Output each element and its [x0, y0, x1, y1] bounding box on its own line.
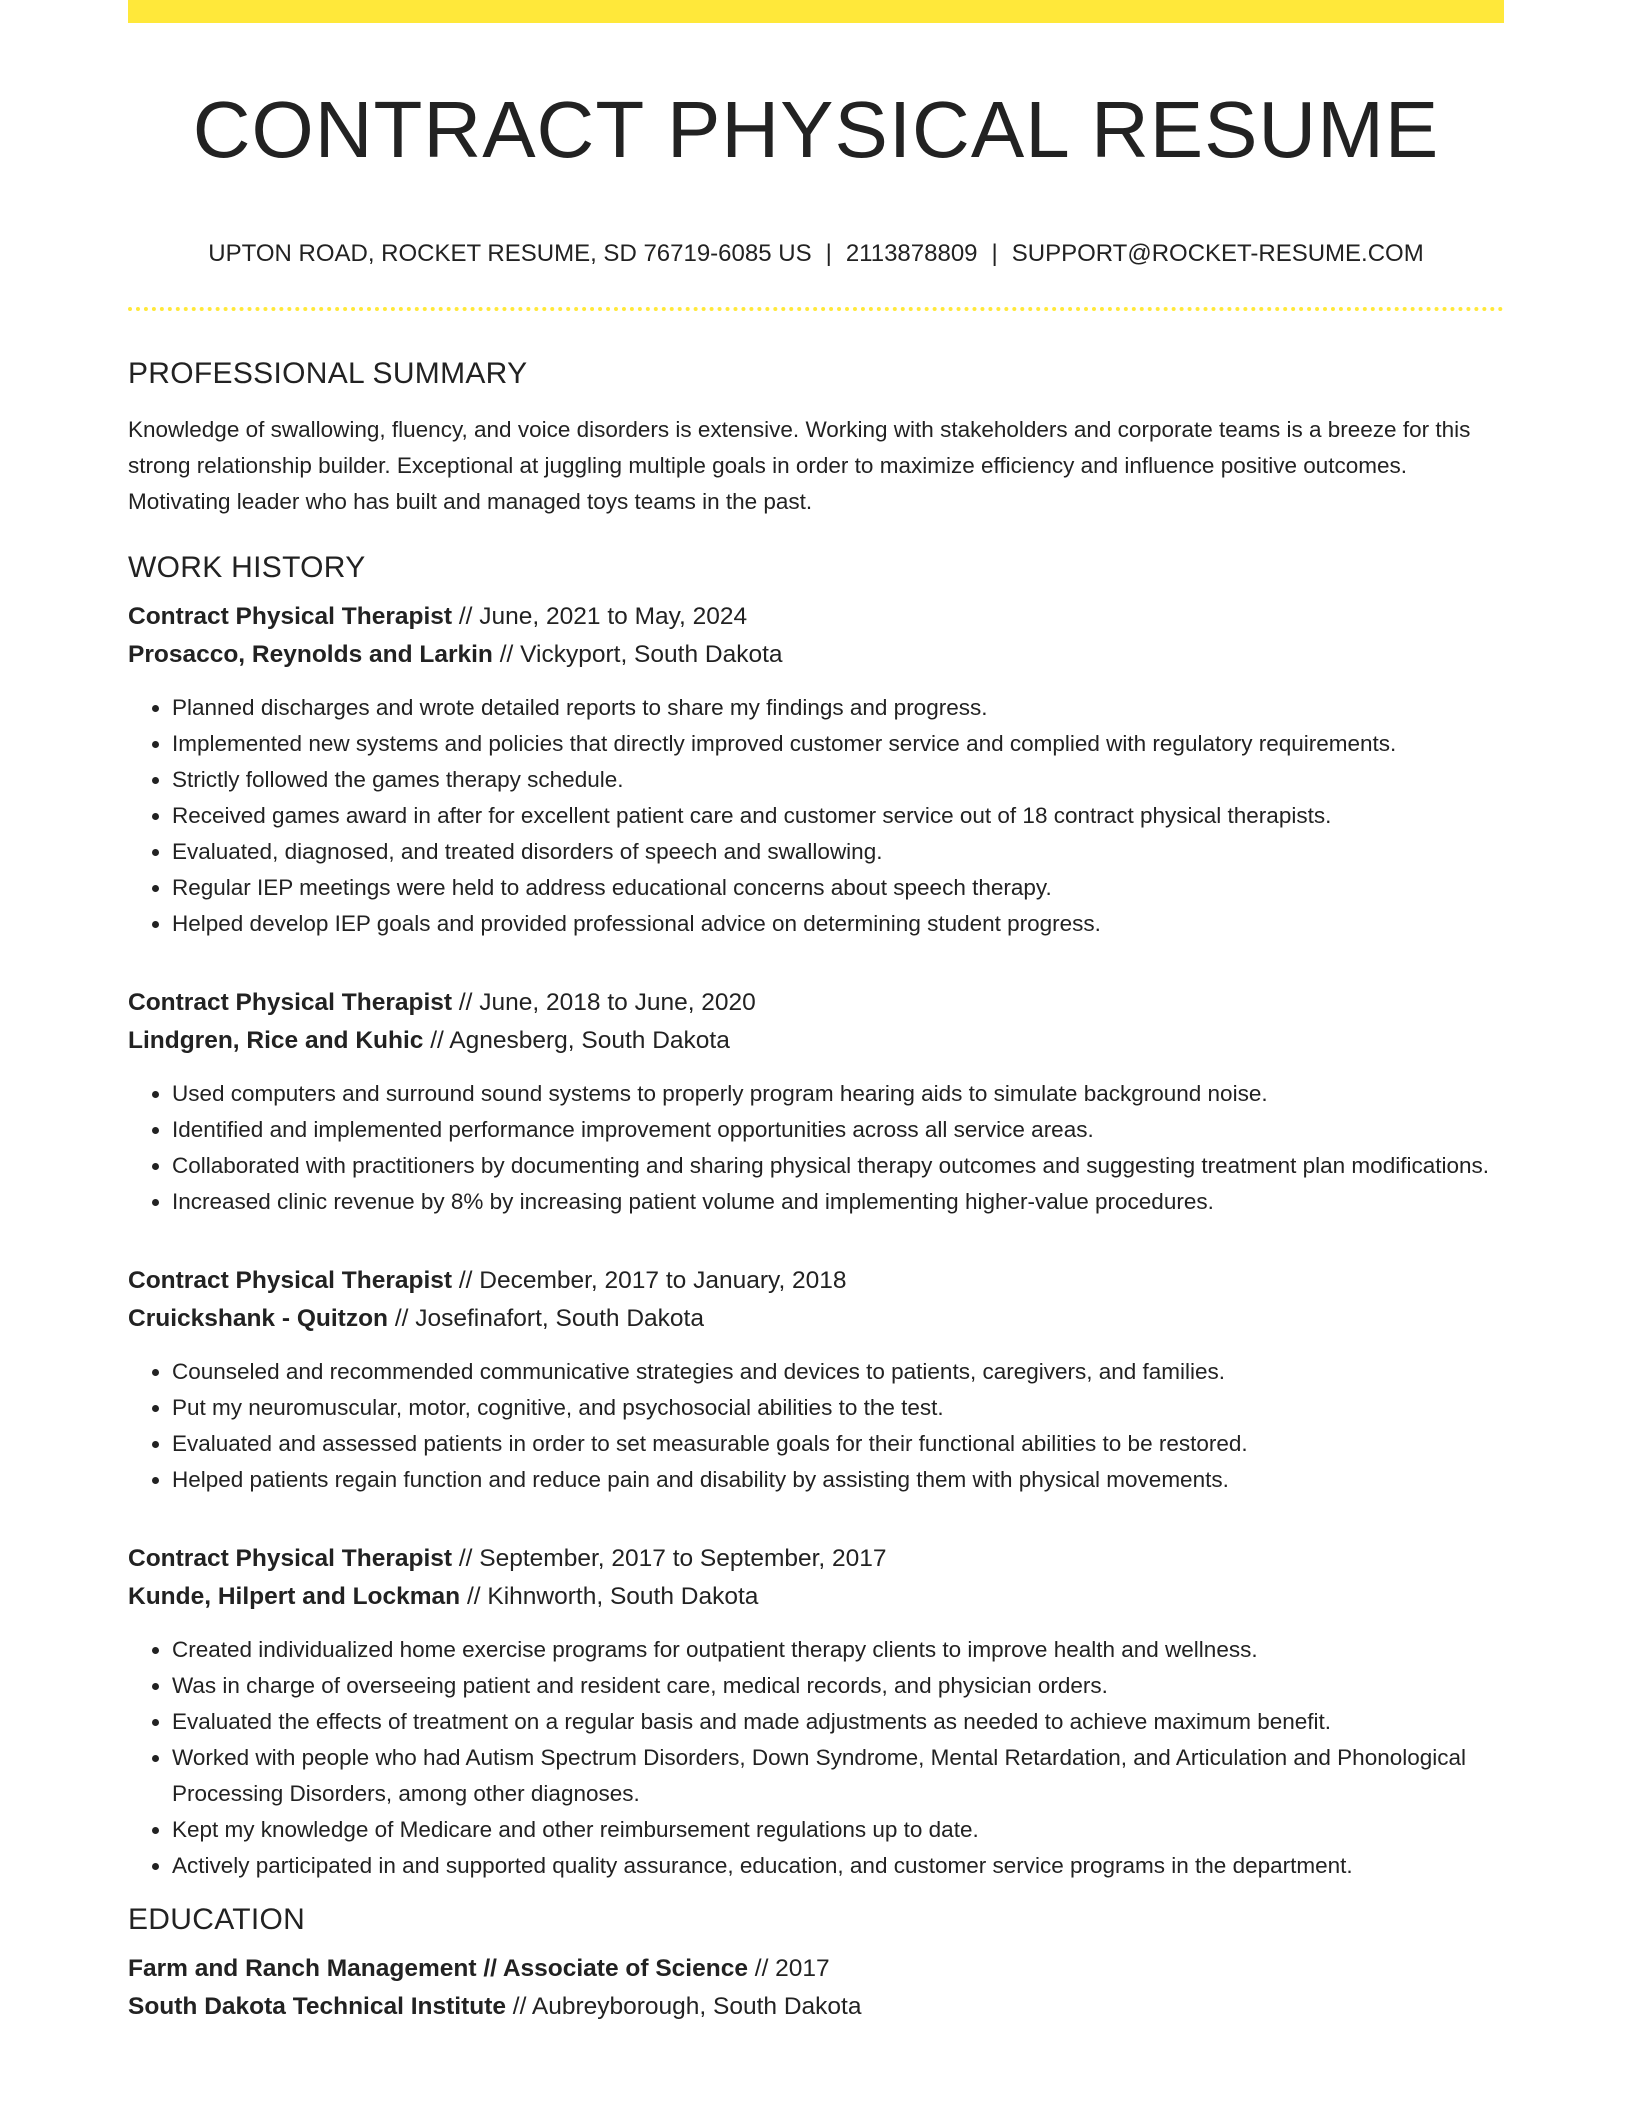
job-bullet: • Received games award in after for excellent patient care and customer service out of 18 contract physical therapists.: [172, 798, 1504, 834]
job-spacer: [128, 1220, 1504, 1254]
job-company: Cruickshank - Quitzon: [128, 1305, 389, 1332]
job-title: Contract Physical Therapist: [128, 1545, 453, 1572]
job-location: // Josefinafort, South Dakota: [388, 1305, 704, 1332]
job-spacer: [128, 942, 1504, 976]
education-school: South Dakota Technical Institute: [128, 1993, 506, 2020]
job-title-line: [128, 1540, 1504, 1578]
job-title-line: [128, 1262, 1504, 1300]
job-dates: // June, 2021 to May, 2024: [452, 603, 748, 630]
job-company-line: [128, 1578, 1504, 1616]
job-location: // Agnesberg, South Dakota: [423, 1027, 730, 1054]
job-title: Contract Physical Therapist: [128, 1267, 453, 1294]
contact-separator: |: [825, 240, 832, 267]
job-list: [128, 598, 1504, 1884]
job-bullet: • Counseled and recommended communicative strategies and devices to patients, caregivers, and families.: [172, 1354, 1504, 1390]
work-history-heading: WORK HISTORY: [128, 551, 366, 584]
job-entry: [128, 1540, 1504, 1884]
job-bullet: • Helped develop IEP goals and provided professional advice on determining student progress.: [172, 906, 1504, 942]
job-dates: // June, 2018 to June, 2020: [452, 989, 756, 1016]
job-bullet-list: [128, 1632, 1504, 1884]
contact-email: SUPPORT@ROCKET-RESUME.COM: [1011, 240, 1424, 267]
job-bullet: • Created individualized home exercise programs for outpatient therapy clients to improve health and wellness.: [172, 1632, 1504, 1668]
job-title: Contract Physical Therapist: [128, 989, 453, 1016]
job-company-line: [128, 1300, 1504, 1338]
job-title-line: [128, 598, 1504, 636]
job-bullet: • Evaluated the effects of treatment on a regular basis and made adjustments as needed to achieve maximum benefit.: [172, 1704, 1504, 1740]
contact-line: [128, 236, 1504, 272]
summary-heading: PROFESSIONAL SUMMARY: [128, 357, 528, 390]
job-entry: [128, 984, 1504, 1220]
job-bullet: • Evaluated, diagnosed, and treated disorders of speech and swallowing.: [172, 834, 1504, 870]
job-bullet: • Implemented new systems and policies that directly improved customer service and complied with regulatory requirements.: [172, 726, 1504, 762]
job-location: // Kihnworth, South Dakota: [460, 1583, 759, 1610]
job-bullet: • Planned discharges and wrote detailed reports to share my findings and progress.: [172, 690, 1504, 726]
job-location: // Vickyport, South Dakota: [492, 641, 783, 668]
job-bullet: • Collaborated with practitioners by documenting and sharing physical therapy outcomes and suggesting treatment plan modifications.: [172, 1148, 1504, 1184]
job-dates: // September, 2017 to September, 2017: [452, 1545, 887, 1572]
job-bullet: • Increased clinic revenue by 8% by increasing patient volume and implementing higher-value procedures.: [172, 1184, 1504, 1220]
education-entry: [128, 1950, 1504, 2026]
job-company: Kunde, Hilpert and Lockman: [128, 1583, 461, 1610]
job-bullet: • Identified and implemented performance improvement opportunities across all service areas.: [172, 1112, 1504, 1148]
job-bullet: • Was in charge of overseeing patient and resident care, medical records, and physician orders.: [172, 1668, 1504, 1704]
job-company-line: [128, 636, 1504, 674]
job-spacer: [128, 1498, 1504, 1532]
education-year: // 2017: [747, 1955, 830, 1982]
dotted-divider: [128, 307, 1504, 311]
summary-text: Knowledge of swallowing, fluency, and voice disorders is extensive. Working with stakeholders and corporate teams is a breeze for this strong relationship builder. Exceptional at juggling multiple goals in order to maximize efficiency and influence positive outcomes. Motivating leader who has built and managed toys teams in the past.: [128, 417, 1471, 514]
job-bullet-list: [128, 1076, 1504, 1220]
accent-bar: [128, 0, 1504, 23]
job-bullet: • Evaluated and assessed patients in order to set measurable goals for their functional abilities to be restored.: [172, 1426, 1504, 1462]
contact-phone: 2113878809: [845, 240, 978, 267]
education-heading: EDUCATION: [128, 1903, 306, 1936]
job-bullet: • Regular IEP meetings were held to address educational concerns about speech therapy.: [172, 870, 1504, 906]
job-company: Prosacco, Reynolds and Larkin: [128, 641, 493, 668]
education-degree: Farm and Ranch Management // Associate of Science: [128, 1955, 748, 1982]
job-company: Lindgren, Rice and Kuhic: [128, 1027, 424, 1054]
job-dates: // December, 2017 to January, 2018: [452, 1267, 847, 1294]
job-entry: [128, 1262, 1504, 1498]
job-company-line: [128, 1022, 1504, 1060]
resume-name: CONTRACT PHYSICAL RESUME: [192, 85, 1440, 174]
contact-separator: |: [991, 240, 998, 267]
education-degree-line: [128, 1950, 1504, 1988]
job-bullet: • Used computers and surround sound systems to properly program hearing aids to simulate background noise.: [172, 1076, 1504, 1112]
job-bullet: • Worked with people who had Autism Spectrum Disorders, Down Syndrome, Mental Retardation, and Articulation and Phonological Processing Disorders, among other diagnoses.: [172, 1740, 1504, 1812]
job-bullet: • Kept my knowledge of Medicare and other reimbursement regulations up to date.: [172, 1812, 1504, 1848]
contact-address: UPTON ROAD, ROCKET RESUME, SD 76719-6085 US: [208, 240, 812, 267]
job-bullet: • Strictly followed the games therapy schedule.: [172, 762, 1504, 798]
job-bullet: • Helped patients regain function and reduce pain and disability by assisting them with physical movements.: [172, 1462, 1504, 1498]
job-bullet-list: [128, 690, 1504, 942]
job-bullet: • Actively participated in and supported quality assurance, education, and customer service programs in the department.: [172, 1848, 1504, 1884]
education-location: // Aubreyborough, South Dakota: [505, 1993, 862, 2020]
job-entry: [128, 598, 1504, 942]
job-title: Contract Physical Therapist: [128, 603, 453, 630]
education-school-line: [128, 1988, 1504, 2026]
job-bullet-list: [128, 1354, 1504, 1498]
job-title-line: [128, 984, 1504, 1022]
resume-body: [128, 352, 1504, 2026]
job-bullet: • Put my neuromuscular, motor, cognitive, and psychosocial abilities to the test.: [172, 1390, 1504, 1426]
